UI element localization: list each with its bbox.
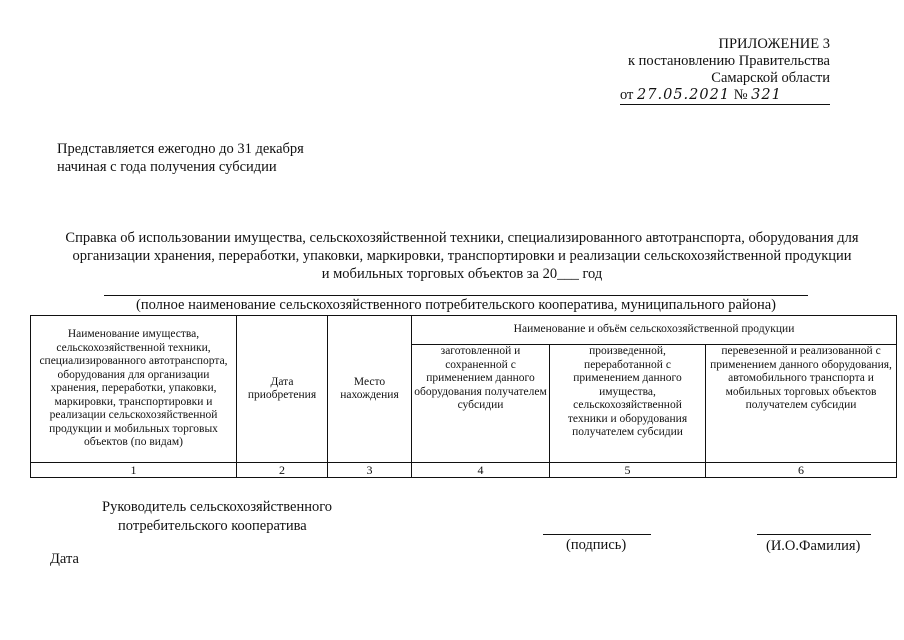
col-number: 5 [550,463,706,478]
col4-header: заготовленной и сохраненной с применением данного оборудования получателем субсидии [412,345,550,463]
handwritten-number: 321 [751,87,782,103]
col2-header: Дата приобретения [237,316,328,463]
title-line-2: организации хранения, переработки, упаковки, маркировки, транспортировки и реализации сельскохозяйственной продукции [72,248,852,264]
signatory-role-line-2: потребительского кооператива [118,518,307,534]
handwritten-date: 27.05.2021 [637,87,731,103]
col-number: 4 [412,463,550,478]
signature-line [543,534,651,535]
document-title [40,229,884,283]
from-prefix: от [620,87,634,103]
submission-note [57,140,304,176]
signatory-role-line-1: Руководитель сельскохозяйственного [102,499,333,515]
appendix-line-2: Самарской области [711,70,830,86]
appendix-heading: ПРИЛОЖЕНИЕ 3 [718,36,830,52]
name-caption: (И.О.Фамилия) [766,538,861,554]
col-number: 3 [328,463,412,478]
submission-note-line-1: Представляется ежегодно до 31 декабря [57,141,304,157]
number-prefix: № [733,87,748,103]
title-line-1: Справка об использовании имущества, сельскохозяйственной техники, специализированного автотранспорта, оборудования для [65,230,859,246]
col3-header: Место нахождения [328,316,412,463]
col-number: 6 [706,463,897,478]
col-number: 1 [31,463,237,478]
appendix-date-line [620,87,830,105]
name-line [757,534,871,535]
signatory-role [102,498,332,536]
table-header-row-1 [31,316,897,345]
col6-header: перевезенной и реализованной с применением данного оборудования, автомобильного транспорта и мобильных торговых объектов получателем субсидии [706,345,897,463]
appendix-header [620,36,830,105]
title-line-3: и мобильных торговых объектов за 20___ год [321,266,603,282]
cooperative-name-line [104,295,808,296]
col1-header: Наименование имущества, сельскохозяйственной техники, специализированного автотранспорта, оборудования для организации хранения, переработки, упаковки, маркировки, транспортировки и реализации сельскохозяйственной продукции и мобильных торговых объектов (по видам) [31,316,237,463]
report-table [30,315,897,478]
cooperative-name-caption: (полное наименование сельскохозяйственного потребительского кооператива, муниципального района) [135,297,777,313]
signature-caption: (подпись) [566,537,627,553]
appendix-line-1: к постановлению Правительства [628,53,830,69]
date-label: Дата [50,551,79,567]
submission-note-line-2: начиная с года получения субсидии [57,159,277,175]
column-number-row [31,463,897,478]
col-number: 2 [237,463,328,478]
col5-header: произведенной, переработанной с применением данного имущества, сельскохозяйственной техники и оборудования получателем субсидии [550,345,706,463]
date-number-field [620,87,830,105]
group-header: Наименование и объём сельскохозяйственной продукции [412,316,897,345]
